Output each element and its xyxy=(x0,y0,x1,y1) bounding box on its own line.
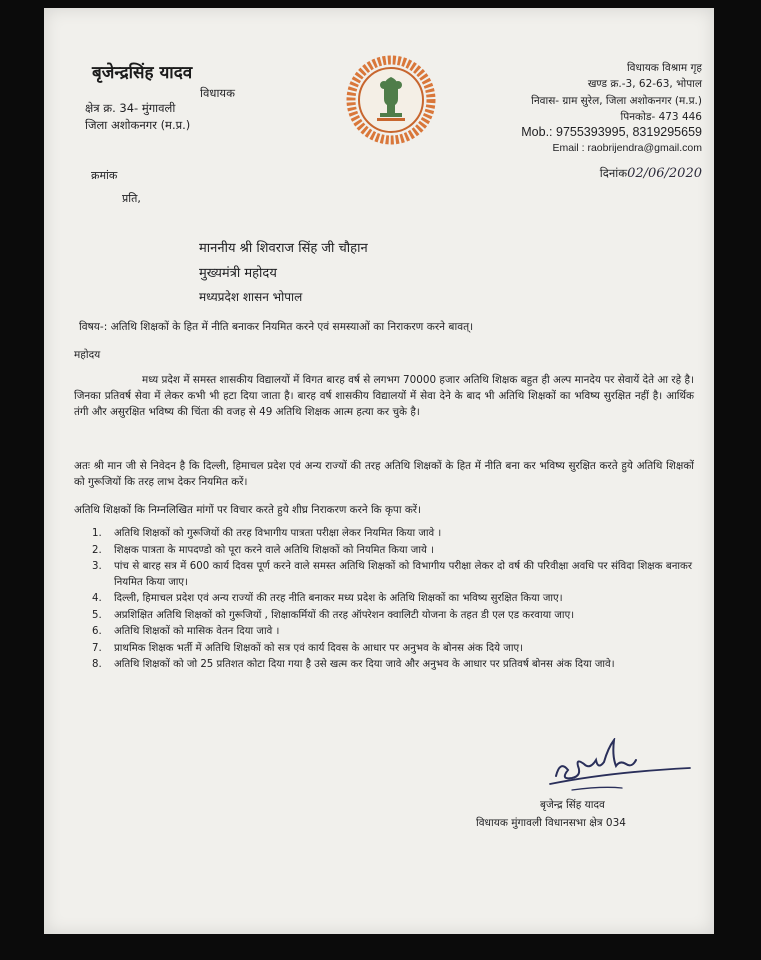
list-item: 7. प्राथमिक शिक्षक भर्ती में अतिथि शिक्षकों को सत्र एवं कार्य दिवस के आधार पर अनुभव के बोनस अंक दिये जाए। xyxy=(92,642,523,654)
recipient-line: मुख्यमंत्री महोदय xyxy=(199,266,277,281)
reference-label: क्रमांक xyxy=(91,169,118,182)
pincode: पिनकोड- 473 446 xyxy=(620,111,702,123)
body-paragraph: अतः श्री मान जी से निवेदन है कि दिल्ली, हिमाचल प्रदेश एवं अन्य राज्यों की तरह अतिथि शिक्षकों के हित में नीति बना कर भविष्य सुरक्षित करते हुये अतिथि शिक्षकों को गुरूजियों कि तरह लाभ देकर नियमित करें। xyxy=(74,460,694,488)
list-item: 6. अतिथि शिक्षकों को मासिक वेतन दिया जावे । xyxy=(92,626,280,637)
list-item: 2. शिक्षक पात्रता के मापदण्डो को पूरा करने वाले अतिथि शिक्षकों को नियमित किया जाये । xyxy=(92,544,434,556)
handwritten-signature xyxy=(526,738,696,798)
body-paragraph: अतिथि शिक्षकों कि निम्नलिखित मांगों पर विचार करते हुये शीघ्र निराकरण करने कि कृपा करें। xyxy=(74,504,421,516)
subject-line: विषय-: अतिथि शिक्षकों के हित में नीति बनाकर नियमित करने एवं समस्याओं का निराकरण करने बावत्। xyxy=(79,321,474,333)
letter-page xyxy=(44,8,714,934)
list-item: 3. पांच से बारह सत्र में 600 कार्य दिवस पूर्ण करने वाले समस्त अतिथि शिक्षकों को विभागीय परीक्षा लेकर दो वर्ष की परिवीक्षा अवधि पर संविदा शिक्षक बनाकर नियमित किया जाए। xyxy=(92,561,692,588)
date-label: दिनांक xyxy=(599,166,628,180)
recipient-line: माननीय श्री शिवराज सिंह जी चौहान xyxy=(199,241,368,256)
state-emblem-icon xyxy=(346,55,436,145)
mla-district: जिला अशोकनगर (म.प्र.) xyxy=(85,118,191,132)
date xyxy=(600,166,702,181)
mla-title: विधायक xyxy=(200,86,235,100)
list-item: 5. अप्रशिक्षित अतिथि शिक्षकों को गुरूजियों , शिक्षाकर्मियों की तरह ऑपरेशन क्वालिटी योजना के तहत डी एल एड करवाया जाए। xyxy=(92,609,575,621)
address-line: खण्ड क्र.-3, 62-63, भोपाल xyxy=(587,78,702,90)
email: Email : raobrijendra@gmail.com xyxy=(552,142,702,154)
signatory-name: बृजेन्द्र सिंह यादव xyxy=(540,799,605,811)
mla-constituency: क्षेत्र क्र. 34- मुंगावली xyxy=(85,101,176,115)
list-item: 4. दिल्ली, हिमाचल प्रदेश एवं अन्य राज्यों की तरह नीति बनाकर मध्य प्रदेश के अतिथि शिक्षकों का भविष्य सुरक्षित किया जाए। xyxy=(92,593,563,604)
to-label: प्रति, xyxy=(122,192,141,205)
mla-name: बृजेन्द्रसिंह यादव xyxy=(92,63,193,83)
list-item: 8. अतिथि शिक्षकों को जो 25 प्रतिशत कोटा दिया गया है उसे खत्म कर दिया जावे और अनुभव के आधार पर प्रतिवर्ष बोनस अंक दिया जावे। xyxy=(92,659,615,670)
address-line: विधायक विश्राम गृह xyxy=(626,62,702,74)
address-line: निवास- ग्राम सुरेल, जिला अशोकनगर (म.प्र.) xyxy=(531,95,702,107)
body-paragraph: मध्य प्रदेश में समस्त शासकीय विद्यालयों में विगत बारह वर्ष से लगभग 70000 हजार अतिथि शिक्षक बहुत ही अल्प मानदेय पर सेवायें देते आ रहे है। जिनका प्रतिवर्ष सेवा में लेकर कभी भी हटा दिया जाता है। बारह वर्ष शासकीय विद्यालयों में सेवा देने के बाद भी अतिथि शिक्षकों का भविष्य सुरक्षित नहीं है। आर्थिक तंगी और असुरक्षित भविष्य की चिंता की वजह से 49 अतिथि शिक्षक आत्म हत्या कर चुके है। xyxy=(74,374,694,418)
recipient-line: मध्यप्रदेश शासन भोपाल xyxy=(199,290,303,304)
mobile-numbers: Mob.: 9755393995, 8319295659 xyxy=(521,125,702,139)
list-item: 1. अतिथि शिक्षकों को गुरूजियों की तरह विभागीय पात्रता परीक्षा लेकर नियमित किया जावे । xyxy=(92,528,442,539)
signatory-designation: विधायक मुंगावली विधानसभा क्षेत्र 034 xyxy=(476,817,626,829)
salutation: महोदय xyxy=(74,349,101,361)
date-value: 02/06/2020 xyxy=(627,166,702,181)
demands-list xyxy=(92,526,692,674)
